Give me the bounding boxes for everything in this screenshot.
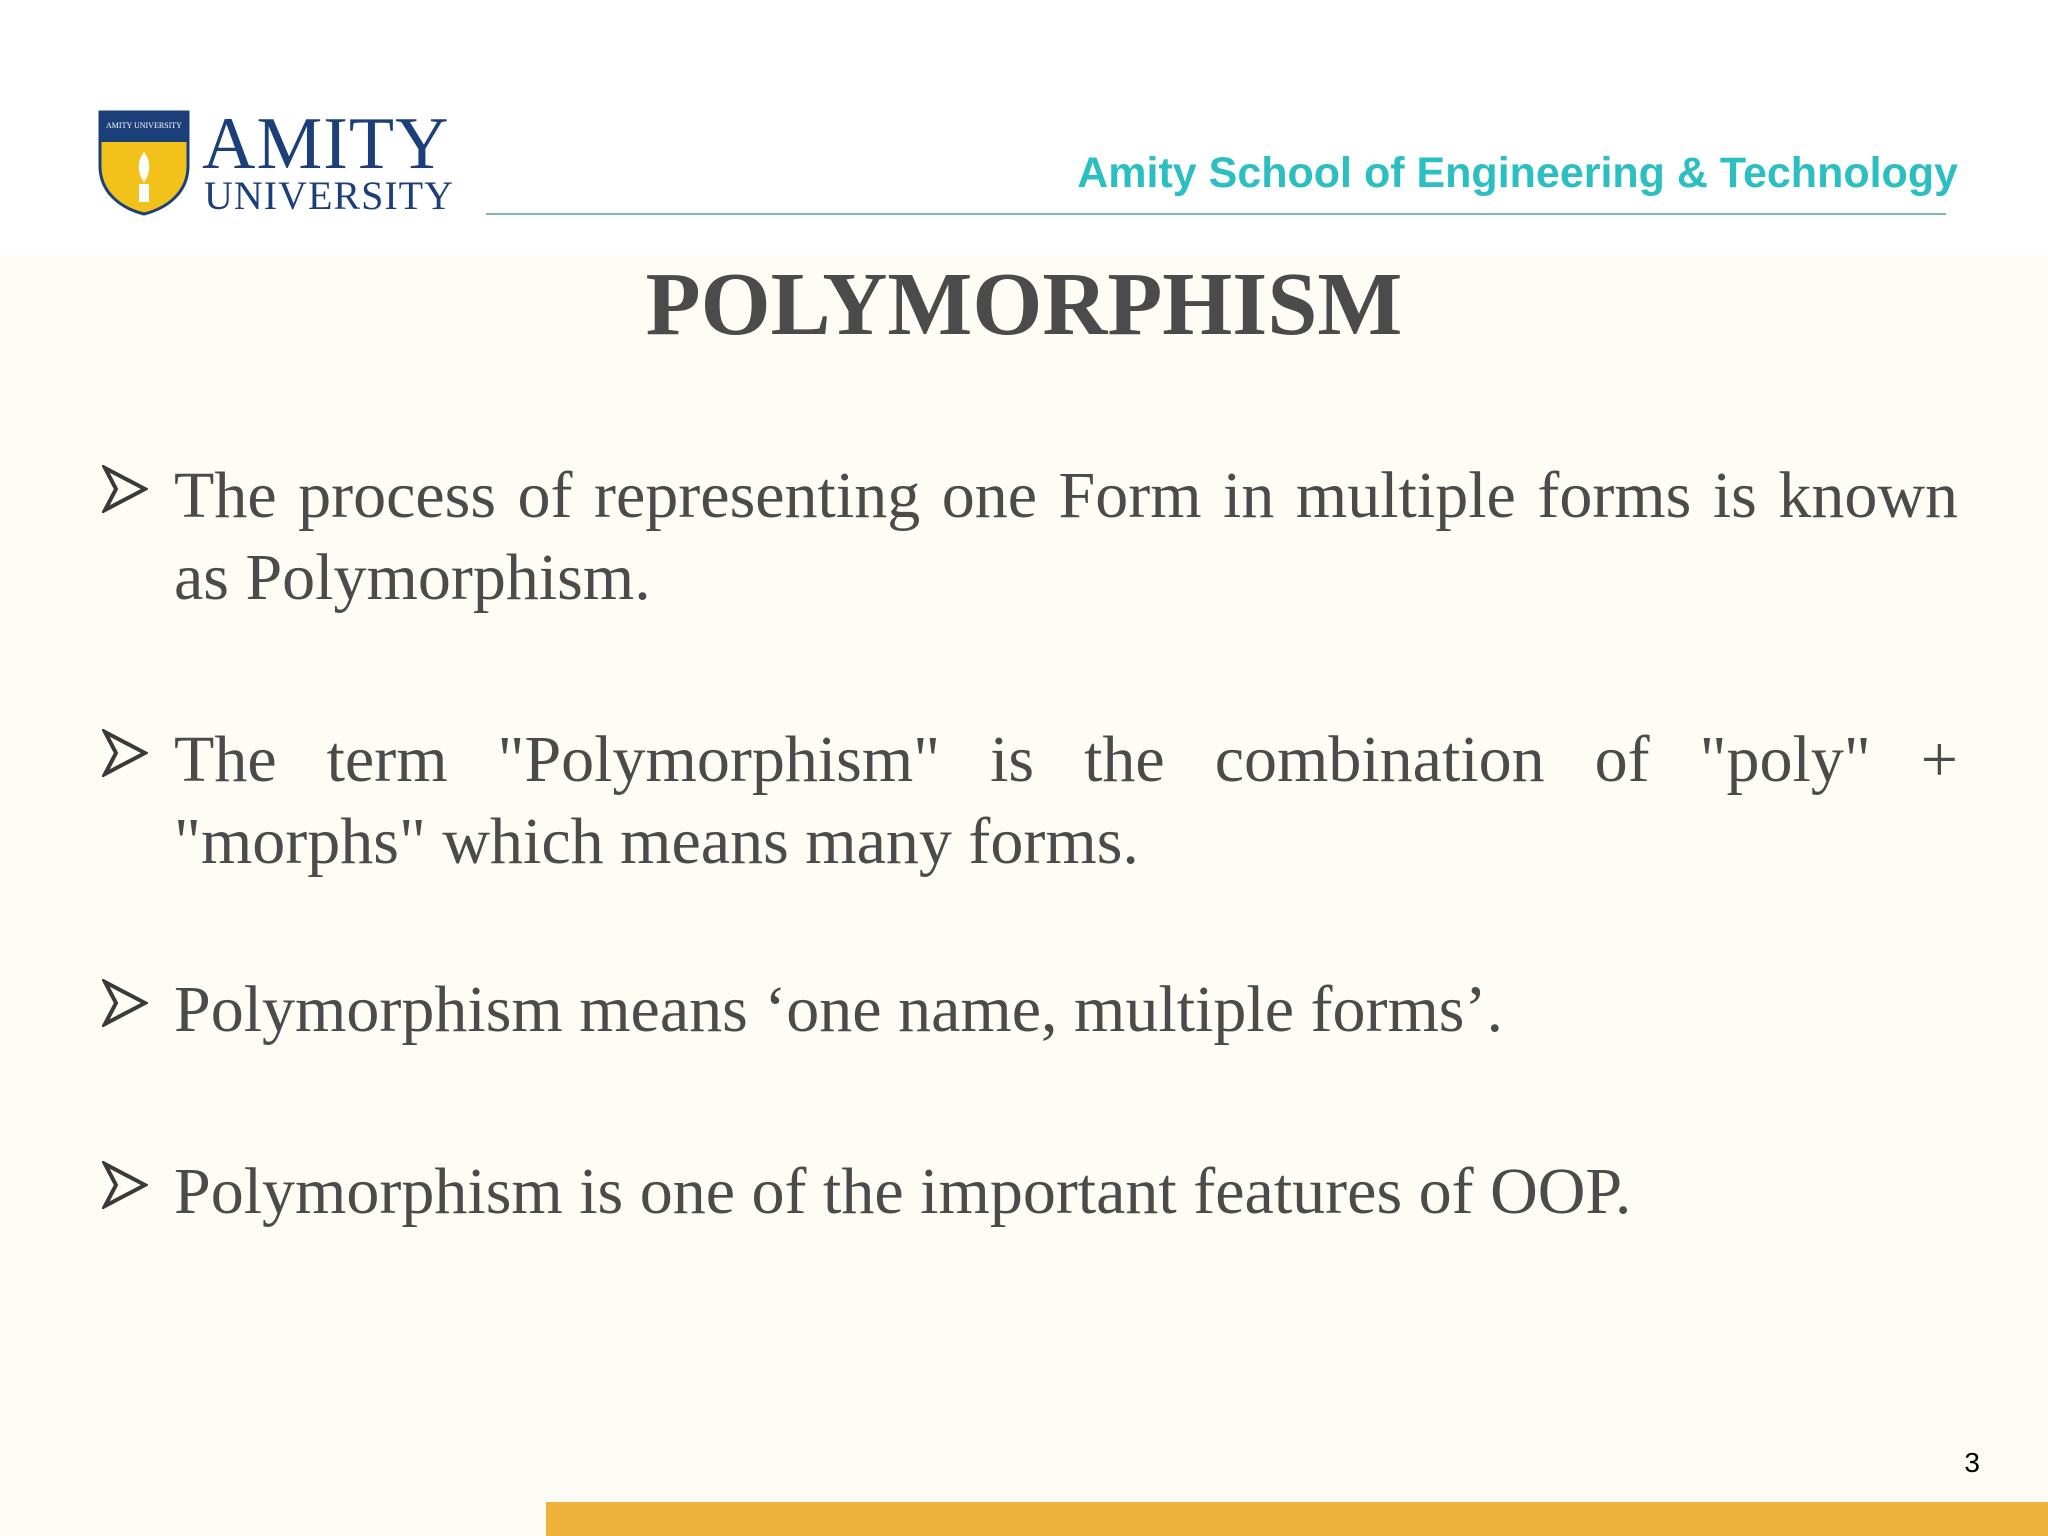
logo-subtitle: UNIVERSITY [204, 173, 454, 218]
bullet-text: Polymorphism is one of the important features of OOP. [174, 1155, 1632, 1228]
bullet-text: The term "Polymorphism" is the combination of "poly" + "morphs" which means many forms. [174, 723, 1958, 878]
bullet-item [102, 719, 1958, 883]
arrowhead-bullet-icon [102, 729, 148, 777]
bullet-text: Polymorphism means ‘one name, multiple forms’. [174, 973, 1503, 1046]
arrowhead-bullet-icon [102, 1161, 148, 1209]
school-name: Amity School of Engineering & Technology [1077, 149, 1958, 197]
amity-university-logo [98, 103, 454, 218]
page-number: 3 [1964, 1447, 1980, 1478]
slide-title: POLYMORPHISM [645, 255, 1403, 354]
arrowhead-bullet-icon [102, 979, 148, 1027]
header-divider [486, 213, 1946, 215]
shield-emblem-text: AMITY UNIVERSITY [106, 121, 182, 130]
bullet-list [102, 455, 1958, 1233]
amity-shield-icon [98, 108, 190, 216]
bullet-item [102, 969, 1958, 1051]
bullet-text: The process of representing one Form in multiple forms is known as Polymorphism. [174, 459, 1958, 614]
footer-accent-bar [546, 1502, 2048, 1536]
arrowhead-bullet-icon [102, 465, 148, 513]
bullet-item [102, 1151, 1958, 1233]
logo-wordmark: AMITY [202, 103, 450, 185]
bullet-item [102, 455, 1958, 619]
